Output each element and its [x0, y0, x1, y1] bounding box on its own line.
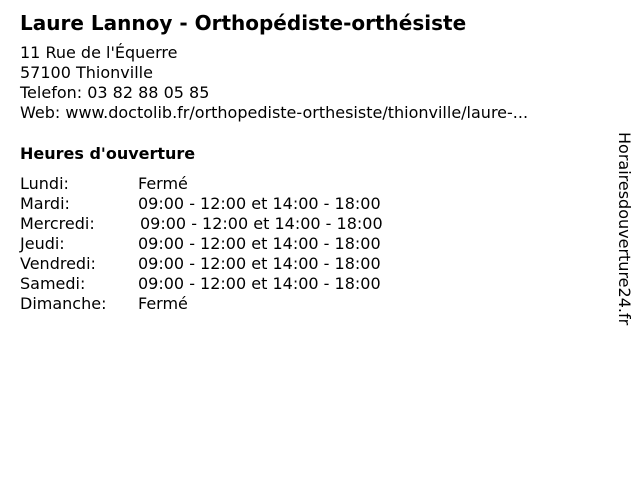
day-label: Dimanche: [20, 294, 107, 313]
day-label: Jeudi: [20, 234, 65, 253]
business-title: Laure Lannoy - Orthopédiste-orthésiste [20, 11, 467, 35]
site-watermark: Horairesdouverture24.fr [615, 132, 634, 326]
time-value: Fermé [138, 174, 188, 193]
business-info [20, 43, 528, 123]
time-value: 09:00 - 12:00 et 14:00 - 18:00 [138, 194, 381, 213]
day-label: Vendredi: [20, 254, 96, 273]
website-link[interactable]: Web: www.doctolib.fr/orthopediste-orthesiste/thionville/laure-... [20, 103, 529, 122]
day-label: Lundi: [20, 174, 69, 193]
phone-number: Telefon: 03 82 88 05 85 [20, 83, 210, 102]
day-label: Samedi: [20, 274, 86, 293]
opening-hours-heading: Heures d'ouverture [20, 144, 196, 163]
day-label: Mercredi: [20, 214, 95, 233]
time-value: 09:00 - 12:00 et 14:00 - 18:00 [138, 254, 381, 273]
time-value: Fermé [138, 294, 188, 313]
address-line-city: 57100 Thionville [20, 63, 153, 82]
time-value: 09:00 - 12:00 et 14:00 - 18:00 [140, 214, 383, 233]
day-label: Mardi: [20, 194, 70, 213]
time-value: 09:00 - 12:00 et 14:00 - 18:00 [138, 274, 381, 293]
address-line-street: 11 Rue de l'Équerre [20, 43, 178, 62]
time-value: 09:00 - 12:00 et 14:00 - 18:00 [138, 234, 381, 253]
